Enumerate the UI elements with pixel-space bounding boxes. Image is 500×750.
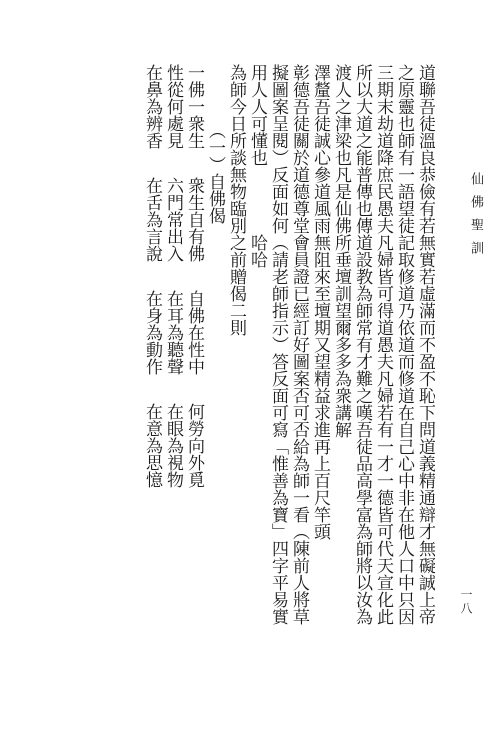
verse-heading: （一）自佛偈: [205, 122, 225, 224]
page-title: 仙佛聖訓: [468, 172, 483, 264]
verse-phrase: 在耳為聽聲: [163, 290, 183, 375]
verse-phrase: 在身為動作: [142, 290, 162, 375]
verse-phrase: 衆生自有佛: [184, 177, 204, 262]
page-number: 一八: [459, 588, 473, 616]
prose-column: 之原靈也師有一語望徒記取修道乃依道而修道在自己心中非在他人口中只因: [394, 64, 414, 625]
verse-column: [162, 64, 183, 724]
prose-column: 用人人可懂也 哈哈: [247, 64, 267, 268]
prose-column: 擬圖案呈閱）反面如何（請老師指示）答反面可寫「惟善為寶」四字平易實: [268, 64, 288, 625]
verse-column: [141, 64, 162, 724]
verse-phrase: 六門常出入: [163, 177, 183, 262]
prose-column: 道聯吾徒溫良恭儉有若無實若虛滿而不盈不恥下問道義精通辯才無礙誠上帝: [415, 64, 435, 625]
verse-column: [183, 64, 204, 724]
verse-phrase: 在鼻為辨香: [142, 64, 162, 149]
prose-column: 澤釐吾徒誠心參道風雨無阻來至壇期又望精益求進再上百尺竿頭: [310, 64, 330, 540]
prose-column: 三期末劫道降庶民愚夫凡婦皆可得道愚夫凡婦若有一才一德皆可代天宣化此: [373, 64, 393, 625]
verse-phrase: 性從何處見: [163, 64, 183, 149]
prose-column: 為師今日所談無物臨別之前贈偈二則: [226, 64, 246, 336]
verse-phrase: 自佛在性中: [184, 290, 204, 375]
prose-column: 渡人之津梁也凡是仙佛所垂壇訓望爾多多為衆講解: [331, 64, 351, 438]
verse-phrase: 在意為思憶: [142, 403, 162, 488]
prose-column: 彰德吾徒關於道德尊堂會員證已經訂好圖案否可否給為師一看（陳前人將草: [289, 64, 309, 625]
verse-phrase: 一佛一衆生: [184, 64, 204, 149]
scripture-body: [30, 64, 435, 724]
verse-phrase: 在舌為言說: [142, 177, 162, 262]
prose-column: 所以大道之能普傳也傳道設教為師常有才難之嘆吾徒品高學富為師將以汝為: [352, 64, 372, 625]
verse-phrase: 何勞向外覓: [184, 403, 204, 488]
verse-phrase: 在眼為視物: [163, 403, 183, 488]
